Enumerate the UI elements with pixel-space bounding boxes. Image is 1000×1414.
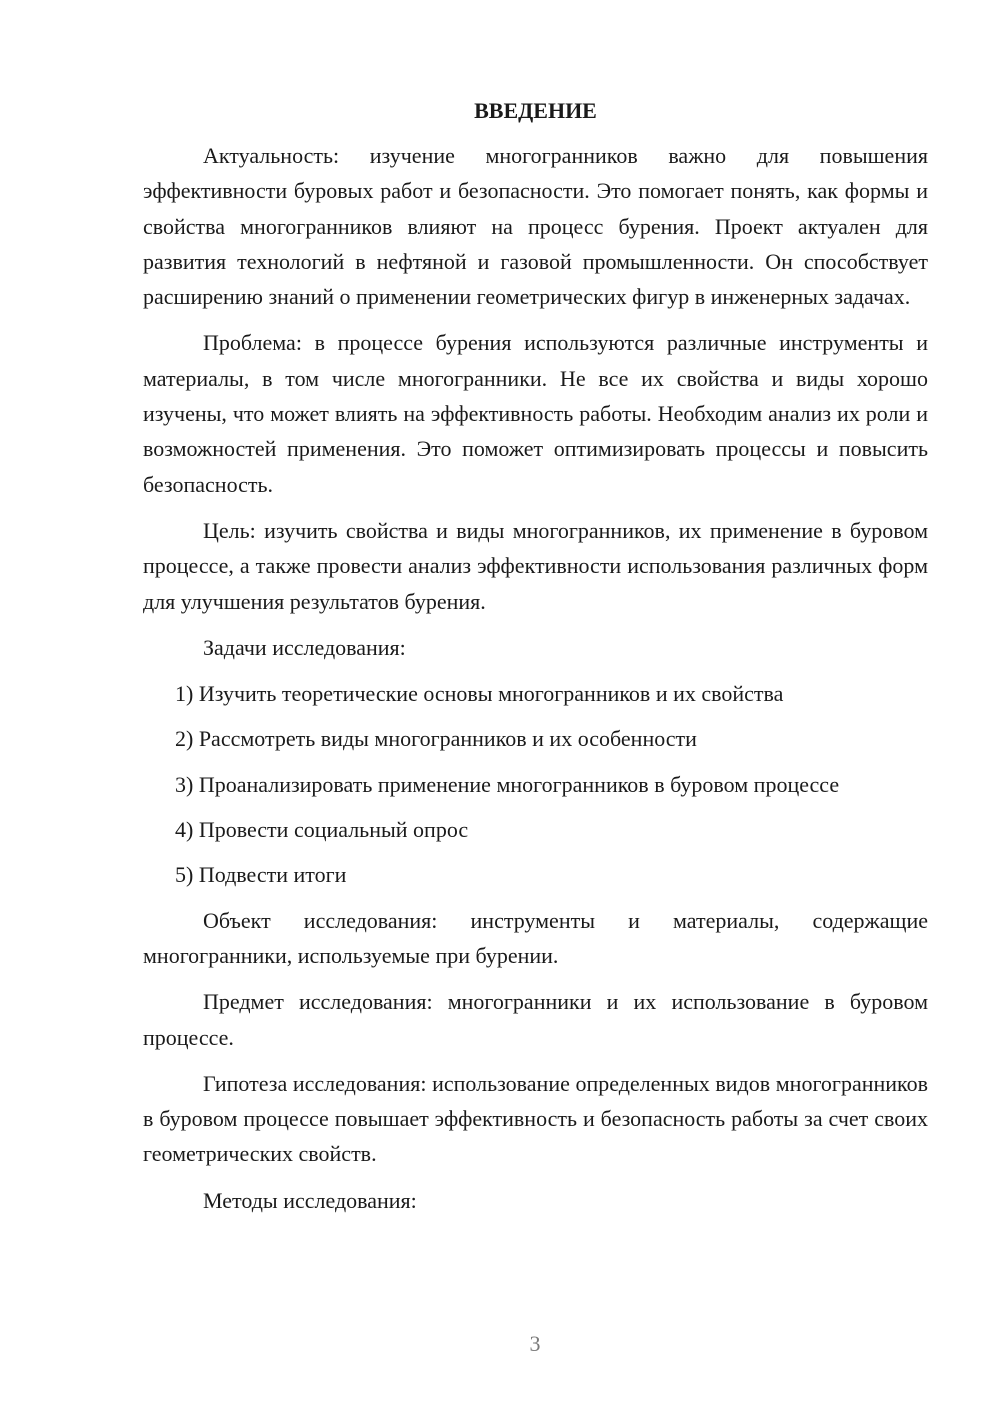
problem-paragraph: Проблема: в процессе бурения используются различные инструменты и материалы, в том числе многогранники. Не все их свойства и виды хорошо изучены, что может влиять на эффективность работы. Необходим анализ их роли и возможностей применения. Это поможет оптимизировать процессы и повысить безопасность. (143, 330, 928, 497)
subject-paragraph: Предмет исследования: многогранники и их использование в буровом процессе. (143, 989, 928, 1050)
task-item-1: 1) Изучить теоретические основы многогранников и их свойства (175, 681, 784, 707)
relevance-paragraph: Актуальность: изучение многогранников важно для повышения эффективности буровых работ и безопасности. Это помогает понять, как формы и свойства многогранников влияют на процесс бурения. Проект актуален для развития технологий в нефтяной и газовой промышленности. Он способствует расширению знаний о применении геометрических фигур в инженерных задачах. (143, 143, 928, 310)
page-title: ВВЕДЕНИЕ (474, 98, 597, 123)
methods-heading: Методы исследования: (203, 1187, 417, 1213)
task-item-2: 2) Рассмотреть виды многогранников и их особенности (175, 726, 697, 752)
page-content (143, 96, 928, 1229)
task-item-5: 5) Подвести итоги (175, 862, 347, 888)
task-item-4: 4) Провести социальный опрос (175, 817, 469, 843)
hypothesis-paragraph: Гипотеза исследования: использование определенных видов многогранников в буровом процессе повышает эффективность и безопасность работы за счет своих геометрических свойств. (143, 1070, 928, 1167)
task-item-3: 3) Проанализировать применение многогранников в буровом процессе (175, 771, 840, 797)
page-number: 3 (529, 1331, 541, 1356)
tasks-heading: Задачи исследования: (203, 634, 406, 660)
object-paragraph: Объект исследования: инструменты и материалы, содержащие многогранники, используемые при бурении. (143, 907, 928, 968)
goal-paragraph: Цель: изучить свойства и виды многогранников, их применение в буровом процессе, а также провести анализ эффективности использования различных форм для улучшения результатов бурения. (143, 517, 928, 614)
